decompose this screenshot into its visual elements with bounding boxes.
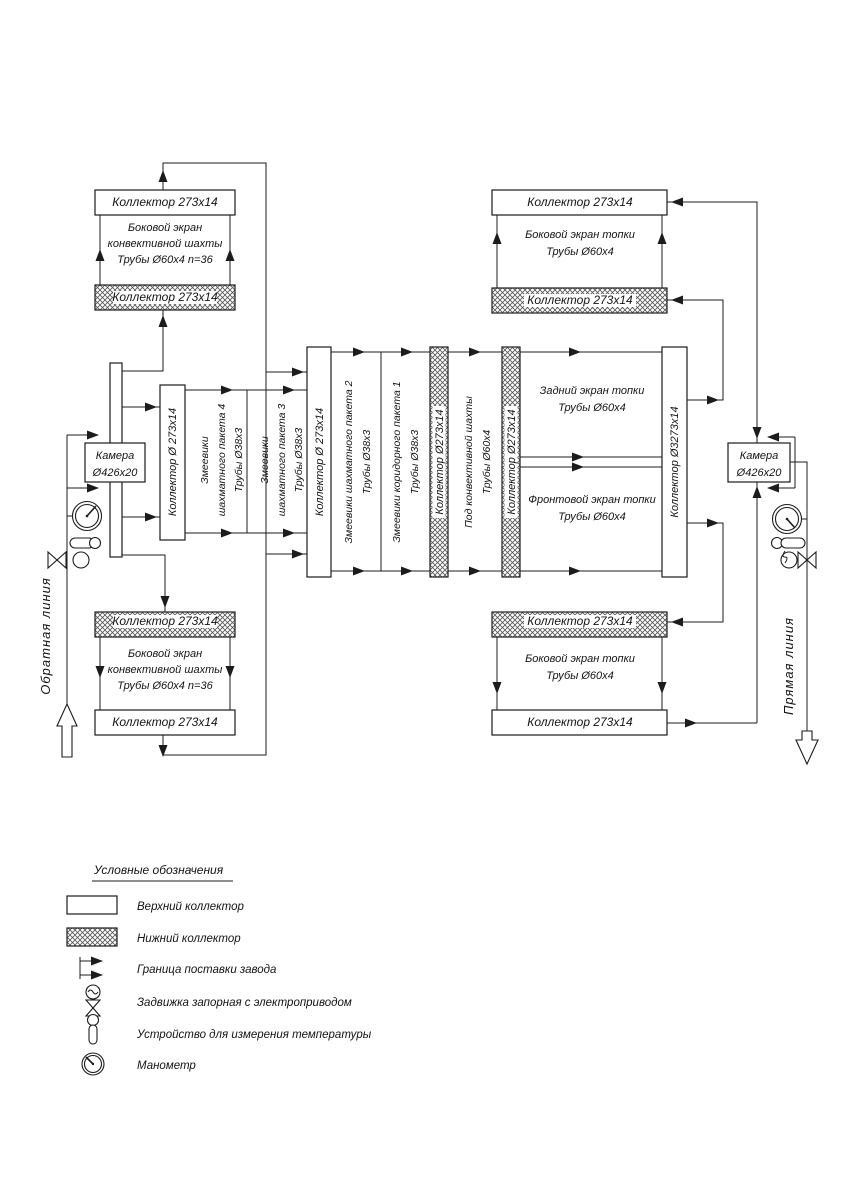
- section-label: Фронтовой экран топки: [528, 494, 656, 506]
- top-right-screen-block: [492, 190, 667, 313]
- section-label: Змеевики: [199, 436, 211, 484]
- screen-label: Боковой экран топки: [525, 229, 635, 241]
- screen-label: Трубы Ø60х4: [546, 246, 614, 258]
- left-collector-assembly: [160, 385, 305, 540]
- collector-label: Коллектор 273х14: [527, 715, 633, 729]
- section-label: Трубы Ø38х3: [293, 427, 305, 493]
- screen-label: конвективной шахты: [107, 664, 223, 676]
- section-label: Змеевики: [259, 436, 271, 484]
- section-label: Трубы Ø38х3: [233, 427, 245, 493]
- section-label: Трубы Ø60х4: [481, 429, 493, 495]
- section-label: Под конвективной шахты: [463, 396, 475, 528]
- gate-valve-legend-icon: [86, 985, 100, 1016]
- screen-label: Трубы Ø60х4 n=36: [117, 254, 213, 266]
- screen-label: Трубы Ø60х4: [546, 670, 614, 682]
- gate-valve-icon: [48, 552, 66, 568]
- legend-label: Задвижка запорная с электроприводом: [137, 997, 352, 1009]
- legend-label: Манометр: [137, 1060, 196, 1072]
- collector-label: Коллектор 273х14: [527, 614, 633, 628]
- collector-label: Коллектор Ø 273х14: [314, 407, 326, 517]
- thermometer-legend-icon: [88, 1015, 99, 1045]
- upper-collector-icon: [67, 896, 117, 914]
- legend-label: Нижний коллектор: [137, 933, 241, 945]
- section-label: Змеевики коридорного пакета 1: [391, 381, 403, 543]
- flow-out-arrow: [796, 731, 818, 764]
- middle-assembly: [307, 347, 687, 577]
- legend-label: Устройство для измерения температуры: [137, 1029, 372, 1041]
- collector-label: Коллектор Ø273х14: [434, 409, 446, 515]
- supply-line: [781, 617, 818, 764]
- manometer-legend-icon: [82, 1053, 104, 1075]
- supply-line-label: Прямая линия: [781, 616, 796, 716]
- section-label: Трубы Ø38х3: [361, 429, 373, 495]
- camera-label: Камера: [95, 450, 135, 462]
- valve-actuator-icon: [73, 552, 89, 568]
- left-instruments: [48, 502, 102, 569]
- collector-label: Коллектор 273х14: [527, 195, 633, 209]
- camera-label: Ø426х20: [736, 467, 782, 479]
- legend: [67, 863, 372, 1075]
- supply-boundary-icon: [80, 957, 102, 979]
- section-label: Трубы Ø60х4: [558, 511, 626, 523]
- return-line: [38, 577, 77, 757]
- collector-label: Коллектор 273х14: [112, 290, 218, 304]
- bottom-right-screen-block: [492, 612, 667, 735]
- collector-label: Коллектор Ø 273х14: [167, 407, 179, 517]
- return-line-label: Обратная линия: [38, 577, 53, 695]
- collector-label: Коллектор Ø273х14: [506, 409, 518, 515]
- bottom-left-screen-block: [95, 612, 235, 735]
- collector-label: Коллектор 273х14: [112, 614, 218, 628]
- screen-label: конвективной шахты: [107, 238, 223, 250]
- lower-collector-icon: [67, 928, 117, 946]
- section-label: Трубы Ø38х3: [409, 429, 421, 495]
- right-instruments: [772, 505, 817, 569]
- screen-label: Трубы Ø60х4 n=36: [117, 680, 213, 692]
- camera-label: Камера: [739, 450, 779, 462]
- collector-label: Коллектор 273х14: [112, 715, 218, 729]
- collector-label: Коллектор Ø3273х14: [669, 406, 681, 518]
- section-label: Задний экран топки: [539, 385, 645, 397]
- screen-label: Боковой экран: [127, 222, 203, 234]
- section-label: шахматного пакета 4: [216, 403, 228, 517]
- collector-label: Коллектор 273х14: [527, 293, 633, 307]
- legend-label: Граница поставки завода: [137, 964, 277, 976]
- flow-in-arrow: [57, 704, 77, 757]
- camera-label: Ø426х20: [92, 467, 138, 479]
- screen-label: Боковой экран: [127, 648, 203, 660]
- screen-label: Боковой экран топки: [525, 653, 635, 665]
- collector-label: Коллектор 273х14: [112, 195, 218, 209]
- section-label: шахматного пакета 3: [276, 403, 288, 517]
- top-left-screen-block: [95, 190, 235, 310]
- section-label: Змеевики шахматного пакета 2: [343, 380, 355, 544]
- section-label: Трубы Ø60х4: [558, 402, 626, 414]
- right-camera: [728, 443, 790, 482]
- legend-label: Верхний коллектор: [137, 901, 244, 913]
- legend-title: Условные обозначения: [94, 863, 224, 877]
